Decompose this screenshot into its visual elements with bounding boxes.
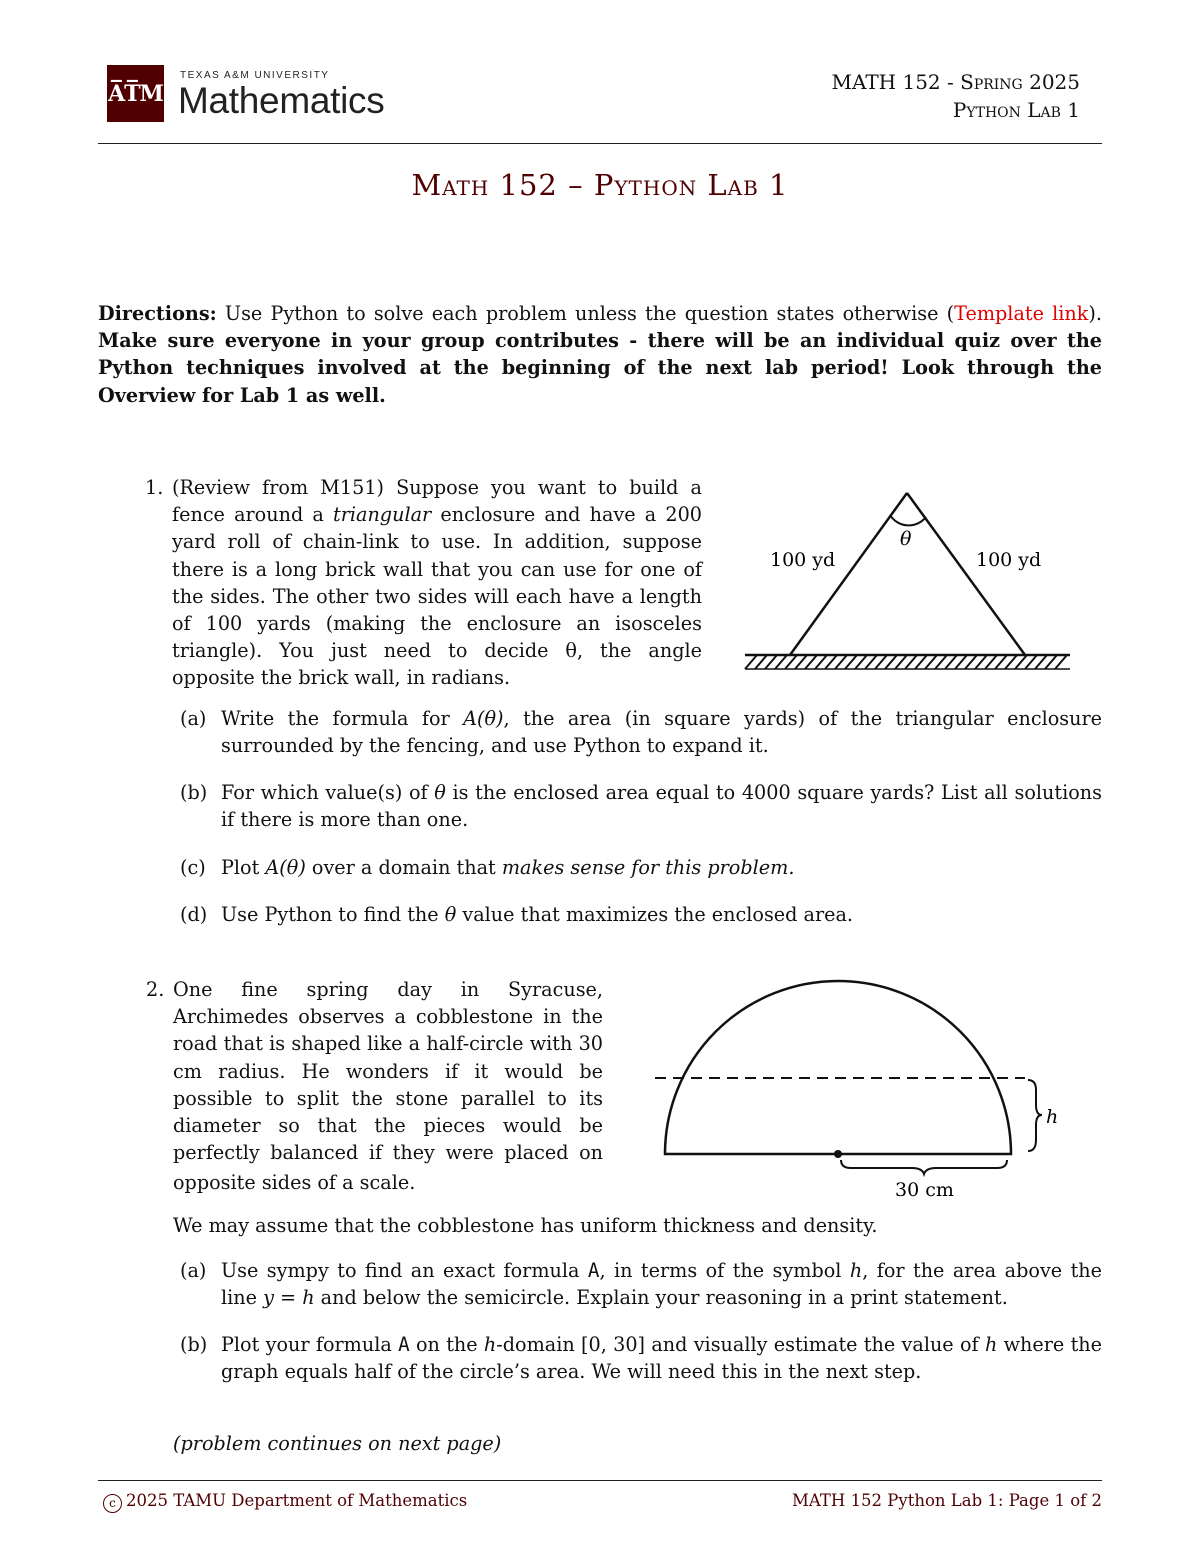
footer-rule: [98, 1480, 1102, 1481]
brick-wall-hatching: [745, 655, 1067, 669]
p1-part-d-label: (d): [180, 903, 208, 926]
semicircle-outline: [665, 981, 1011, 1154]
problem2-number: 2.: [146, 978, 165, 1001]
p1-part-c-label: (c): [180, 856, 206, 879]
template-link[interactable]: Template link: [954, 302, 1089, 325]
p1-part-a-label: (a): [180, 707, 207, 730]
header-rule: [98, 143, 1102, 144]
header-course-info: [832, 68, 1081, 124]
p1-part-b-label: (b): [180, 781, 208, 804]
p2-part-a-label: (a): [180, 1259, 207, 1282]
problem2-intro: One fine spring day in Syracuse, Archimedes observes a cobblestone in the road that is shaped like a half-circle with 30 cm radius. He wonders if it would be possible to split the stone parallel to its diameter so that the pieces would be perfectly balanced if they were placed on: [173, 978, 603, 1165]
p1-part-d-text: Use Python to find the θ value that maximizes the enclosed area.: [221, 903, 854, 926]
p1-part-c-text: Plot A(θ) over a domain that makes sense for this problem.: [221, 856, 795, 879]
problem2-intro-last: opposite sides of a scale.: [173, 1171, 416, 1194]
semicircle-figure: [650, 975, 1090, 1205]
left-side-label: 100 yd: [770, 549, 836, 571]
directions-bold: Make sure everyone in your group contributes - there will be an individual quiz over the Python techniques involved at the beginning of the next lab period! Look through the Overview for Lab 1 as well.: [98, 329, 1102, 407]
radius-label: 30 cm: [895, 1179, 954, 1201]
angle-label: θ: [900, 528, 912, 550]
tamu-logo: [107, 65, 164, 122]
logo-university: TEXAS A&M UNIVERSITY: [180, 70, 330, 81]
directions-label: Directions:: [98, 302, 217, 325]
angle-arc: [890, 515, 926, 525]
continues-note: (problem continues on next page): [173, 1432, 502, 1455]
logo-department: Mathematics: [178, 80, 385, 121]
h-label: h: [1046, 1106, 1059, 1128]
page-title: Math 152 – Python Lab 1: [411, 168, 789, 202]
footer-page-number: MATH 152 Python Lab 1: Page 1 of 2: [792, 1491, 1102, 1510]
lab-name: Python Lab 1: [952, 98, 1080, 122]
p2-part-b-text: Plot your formula A on the h-domain [0, 30] and visually estimate the value of h where the graph equals half of the circle’s area. We will need this in the next step.: [221, 1333, 1102, 1384]
problem1-intro-a: (Review from M151) Suppose you want to build a fence around a: [172, 476, 702, 527]
problem1-intro: [172, 474, 702, 692]
directions: [98, 300, 1102, 409]
radius-brace: [841, 1160, 1007, 1174]
problem1-intro-em: triangular: [332, 503, 432, 527]
directions-text: Use Python to solve each problem unless the question states otherwise (: [216, 302, 955, 325]
right-side-label: 100 yd: [976, 549, 1042, 571]
course-term: MATH 152 - Spring 2025: [831, 70, 1080, 94]
problem1-number: 1.: [145, 476, 164, 499]
p1-part-a-text: Write the formula for A(θ), the area (in square yards) of the triangular enclosure surrounded by the fencing, and use Python to expand it.: [221, 707, 1102, 758]
footer-left-text: 2025 TAMU Department of Mathematics: [126, 1491, 468, 1510]
p1-part-b-text: For which value(s) of θ is the enclosed area equal to 4000 square yards? List all solutions if there is more than one.: [221, 781, 1102, 832]
logo-monogram: A̅T̅M: [108, 80, 163, 107]
problem1-intro-b: enclosure and have a 200 yard roll of chain-link to use. In addition, suppose there is a long brick wall that you can use for one of the sides. The other two sides will each have a length of 100 yards (making the enclosure an isosceles triangle). You just need to decide θ, the angle opposite the brick wall, in radians.: [172, 503, 702, 690]
p2-part-a-text: Use sympy to find an exact formula A, in terms of the symbol h, for the area above the line y = h and below the semicircle. Explain your reasoning in a print statement.: [221, 1259, 1102, 1310]
footer-copyright: [103, 1491, 467, 1513]
p2-part-b-label: (b): [180, 1333, 208, 1356]
triangle-left-side: [790, 493, 907, 655]
problem2-assumption: We may assume that the cobblestone has uniform thickness and density.: [173, 1214, 878, 1237]
copyright-icon: c: [103, 1494, 122, 1513]
center-point: [834, 1150, 842, 1158]
directions-text-end: ).: [1088, 302, 1102, 325]
triangle-figure: [740, 485, 1080, 675]
h-brace: [1028, 1080, 1042, 1151]
